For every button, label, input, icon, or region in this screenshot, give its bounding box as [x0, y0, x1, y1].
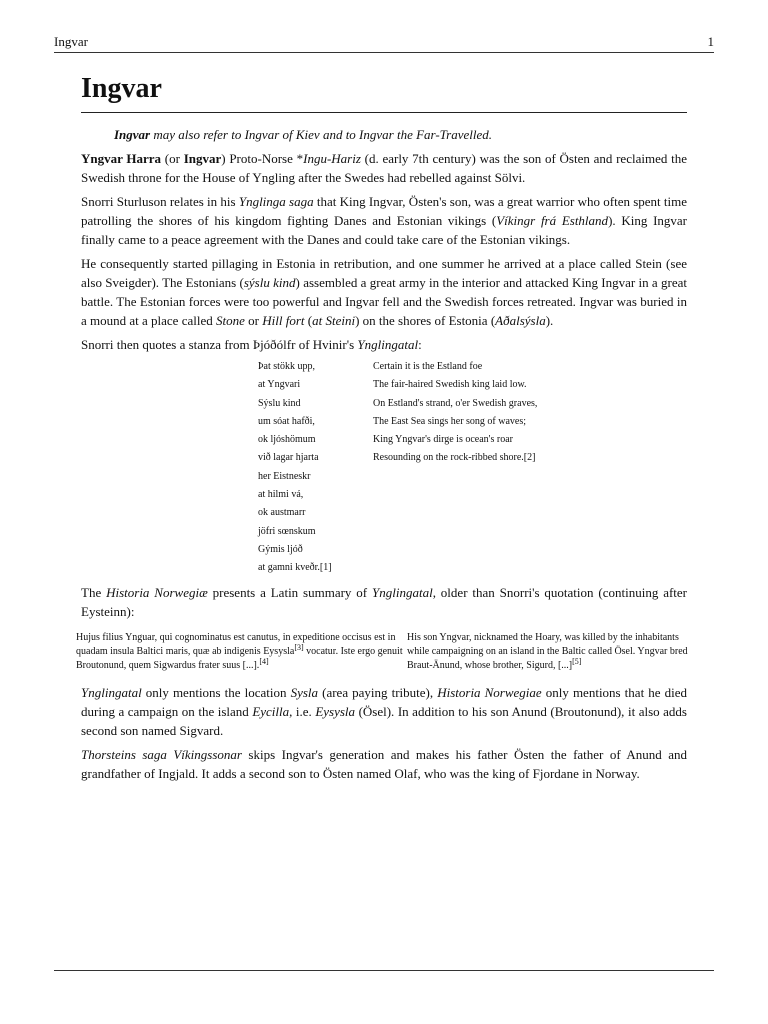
poem-english-column [373, 360, 537, 470]
hatnote [114, 127, 687, 143]
text-run: (Ösel). In addition to his son Anund (Broutonund), it also adds second son named Sigvard. [81, 704, 687, 738]
text-run: ) on the shores of Estonia ( [355, 313, 496, 328]
text-run: The [81, 585, 107, 600]
poem-norse-column [258, 360, 332, 580]
hatnote-term: Ingvar [114, 127, 151, 142]
paragraph-thorsteins [81, 745, 687, 783]
footer-rule [54, 970, 714, 971]
citation-link[interactable]: [5] [572, 657, 582, 666]
poem-line: The fair-haired Swedish king laid low. [373, 379, 527, 391]
text-run: only mentions the location [141, 685, 291, 700]
link-ynglinga-saga[interactable]: Ynglinga saga [238, 194, 314, 209]
text-run: only mentions that he died during a campaign on the island [81, 685, 687, 719]
link-thorsteins-saga[interactable]: Thorsteins saga Víkingssonar [81, 747, 242, 762]
poem-line: Certain it is the Estland foe [373, 361, 483, 372]
paragraph-historia [81, 583, 687, 621]
text-run: ). [545, 313, 554, 328]
paragraph-saga [81, 192, 687, 249]
link-ynglingatal[interactable]: Ynglingatal [372, 585, 433, 600]
poem-line: um sóat hafði, [258, 415, 315, 427]
latin-quote-block [76, 631, 687, 683]
poem-line: jöfri sœnskum [258, 525, 316, 537]
poem-line: at hilmi vá, [258, 489, 304, 501]
text-run: ( [304, 313, 313, 328]
running-header-title: Ingvar [54, 34, 88, 49]
italic-term: at Steini [312, 313, 356, 328]
latin-text [76, 631, 408, 673]
page-title: Ingvar [81, 72, 687, 113]
italic-term: Eysysla [315, 704, 356, 719]
italic-term: Hill fort [262, 313, 305, 328]
bold-term: Yngvar Harra [81, 151, 162, 166]
italic-term: sýslu kind [243, 275, 296, 290]
text-run: presents a Latin summary of [207, 585, 372, 600]
poem-stanza [81, 360, 687, 575]
poem-line: her Eistneskr [258, 470, 311, 482]
text-run: (area paying tribute), [318, 685, 438, 700]
italic-term: Sysla [290, 685, 319, 700]
text-run: His son Yngvar, nicknamed the Hoary, was killed by the inhabitants while campaigning on an island in the Baltic called Ösel. Yngvar bred Braut-Änund, whose brother, Sigurd, [...] [407, 632, 688, 671]
text-run: Snorri Sturluson relates in his [81, 194, 239, 209]
citation-link[interactable]: [4] [259, 657, 269, 666]
paragraph-comparison [81, 683, 687, 740]
poem-line: Gýmis ljóð [258, 543, 303, 555]
link-ynglingatal[interactable]: Ynglingatal [81, 685, 142, 700]
article-body [76, 72, 688, 788]
text-run: that King Ingvar, Östen's son, was a great warrior who often spent time patrolling the shores of his kingdom fighting Danes and Estonian vikings ( [81, 194, 688, 228]
poem-line: Resounding on the rock-ribbed shore.[2] [373, 452, 536, 464]
text-run: vocatur. Iste ergo genuit Broutonund, quem Sigwardus frater suus [...]. [76, 646, 403, 671]
italic-term: Ingu-Hariz [303, 151, 361, 166]
text-run: Snorri then quotes a stanza from Þjóðólfr of Hvinir's [81, 337, 358, 352]
poem-line: ok ljóshömum [258, 434, 316, 446]
italic-term: Víkingr frá Esthland [496, 213, 609, 228]
text-run: Hujus filius Ynguar, qui cognominatus est canutus, in expeditione occisus est in quadam insula Baltici maris, quæ ab indigenis Eysysla [76, 632, 396, 657]
text-run: , older than Snorri's quotation (continuing after Eysteinn): [81, 585, 687, 619]
link-historia-norwegiae[interactable]: Historia Norwegiae [437, 685, 542, 700]
poem-line: at Yngvari [258, 379, 301, 391]
poem-line: Þat stökk upp, [258, 361, 315, 372]
text-run: , i.e. [289, 704, 316, 719]
text-run: skips Ingvar's generation and makes his father Östen the father of Anund and grandfather of Ingjald. It adds a second son to Östen named Olaf, who was the king of Fjordane in Norway. [81, 747, 687, 781]
poem-line: við lagar hjarta [258, 452, 319, 464]
page-number: 1 [707, 34, 714, 49]
intro-paragraph [81, 149, 687, 187]
text-run: or [244, 313, 263, 328]
text-run: ) Proto-Norse * [221, 151, 304, 166]
text-run: He consequently started pillaging in Estonia in retribution, and one summer he arrived at a place called Stein (see also Sveigder). The Estonians ( [81, 256, 687, 290]
bold-term: Ingvar [183, 151, 222, 166]
poem-line: Sýslu kind [258, 397, 301, 409]
link-ynglingatal[interactable]: Ynglingatal [357, 337, 419, 352]
link-historia-norwegiae[interactable]: Historia Norwegiæ [106, 585, 208, 600]
text-run: ). King Ingvar finally came to a peace agreement with the Danes and could take care of the Estonian vikings. [81, 213, 687, 247]
hatnote-text: may also refer to Ingvar of Kiev and to Ingvar the Far-Travelled. [150, 127, 493, 142]
poem-line: ok austmarr [258, 507, 306, 519]
paragraph-stanza-intro [81, 335, 687, 354]
italic-term: Aðalsýsla [495, 313, 546, 328]
poem-line: King Yngvar's dirge is ocean's roar [373, 434, 513, 446]
text-run: (d. early 7th century) was the son of Östen and reclaimed the Swedish throne for the House of Yngling after the Swedes had rebelled against Sölvi. [81, 151, 687, 185]
citation-link[interactable]: [3] [294, 643, 304, 652]
poem-line: The East Sea sings her song of waves; [373, 415, 527, 427]
english-translation [407, 631, 697, 673]
running-header [54, 34, 714, 53]
text-run: (or [161, 151, 184, 166]
poem-line: On Estland's strand, o'er Swedish graves, [373, 397, 538, 409]
italic-term: Stone [216, 313, 245, 328]
text-run: : [418, 337, 422, 352]
italic-term: Eycilla [252, 704, 290, 719]
paragraph-estonia [81, 254, 687, 330]
poem-line: at gamni kveðr.[1] [258, 562, 332, 574]
text-run: ) assembled a great army in the interior and attacked King Ingvar in a great battle. The Estonian forces were too powerful and Ingvar fell and the Swedish forces retreated. Ingvar was buried in a mound at a place called [81, 275, 687, 328]
